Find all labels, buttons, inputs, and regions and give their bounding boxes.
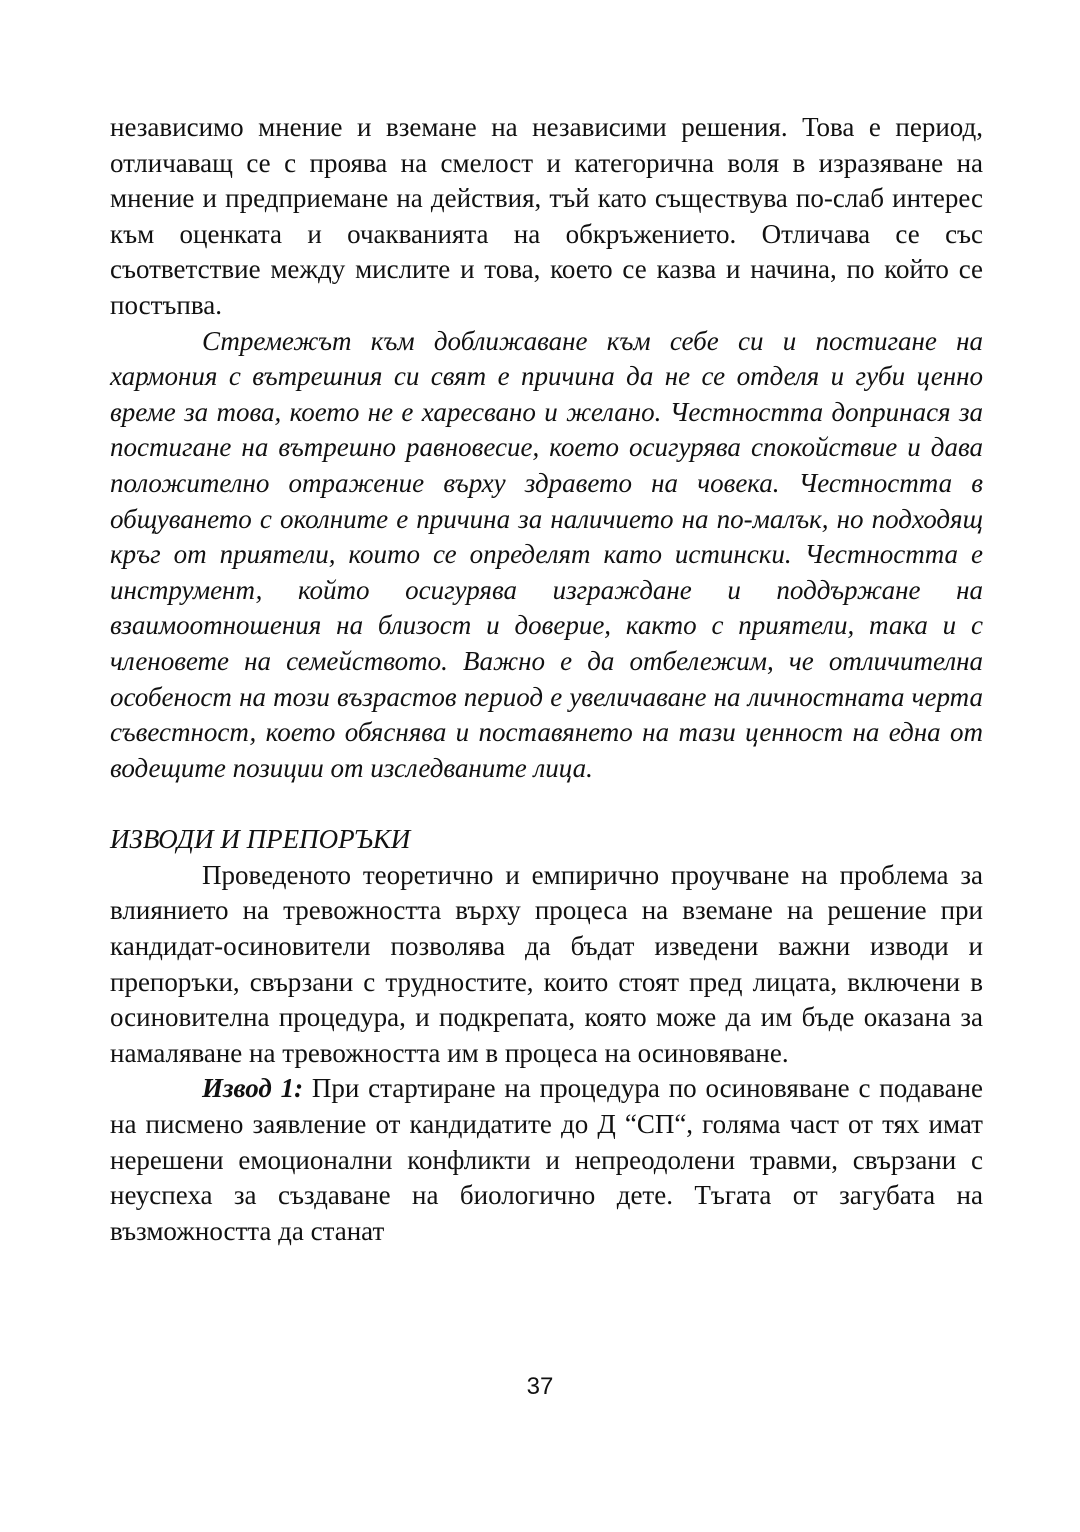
- section-heading: ИЗВОДИ И ПРЕПОРЪКИ: [110, 824, 411, 855]
- conclusion-label: Извод 1:: [202, 1073, 304, 1104]
- page-body: [110, 110, 983, 1249]
- conclusion-text: При стартиране на процедура по осиновяване с подаване на писмено заявление от кандидатите до Д “СП“, голяма част от тях имат нерешени емоционални конфликти и непреодолени травми, свързани с неуспеха за създаване на биологично дете. Тъгата от загубата на възможността да станат: [110, 1073, 983, 1246]
- body-paragraph: Проведеното теоретично и емпирично проучване на проблема за влиянието на тревожността върху процеса на вземане на решение при кандидат-осиновители позволява да бъдат изведени важни изводи и препоръки, свързани с трудностите, които стоят пред лицата, включени в осиновителна процедура, и подкрепата, която може да им бъде оказана за намаляване на тревожността им в процеса на осиновяване.: [110, 859, 983, 1068]
- conclusion-paragraph: [110, 1071, 983, 1249]
- italic-paragraph: Стремежът към доближаване към себе си и постигане на хармония с вътрешния си свят е причина да не се отделя и губи ценно време за това, което не е харесвано и желано. Честността допринася за постигане на вътрешно равновесие, което осигурява спокойствие и дава положително отражение върху здравето на човека. Честността в общуването с околните е причина за наличието на по-малък, но подходящ кръг от приятели, които се определят като истински. Честността е инструмент, който осигурява изграждане и поддържане на взаимоотношения на близост и доверие, както с приятели, така и с членовете на семейството. Важно е да отбележим, че отличителна особеност на този възрастов период е увеличаване на личностната черта съвестност, което обяснява и поставянето на тази ценност на една от водещите позиции от изследваните лица.: [110, 325, 983, 783]
- body-paragraph: независимо мнение и вземане на независими решения. Това е период, отличаващ се с проява на смелост и категорична воля в изразяване на мнение и предприемане на действия, тъй като съществува по-слаб интерес към оценката и очакванията на обкръжението. Отличава се със съответствие между мислите и това, което се казва и начина, по който се постъпва.: [110, 112, 983, 320]
- page-number: 37: [526, 1373, 554, 1400]
